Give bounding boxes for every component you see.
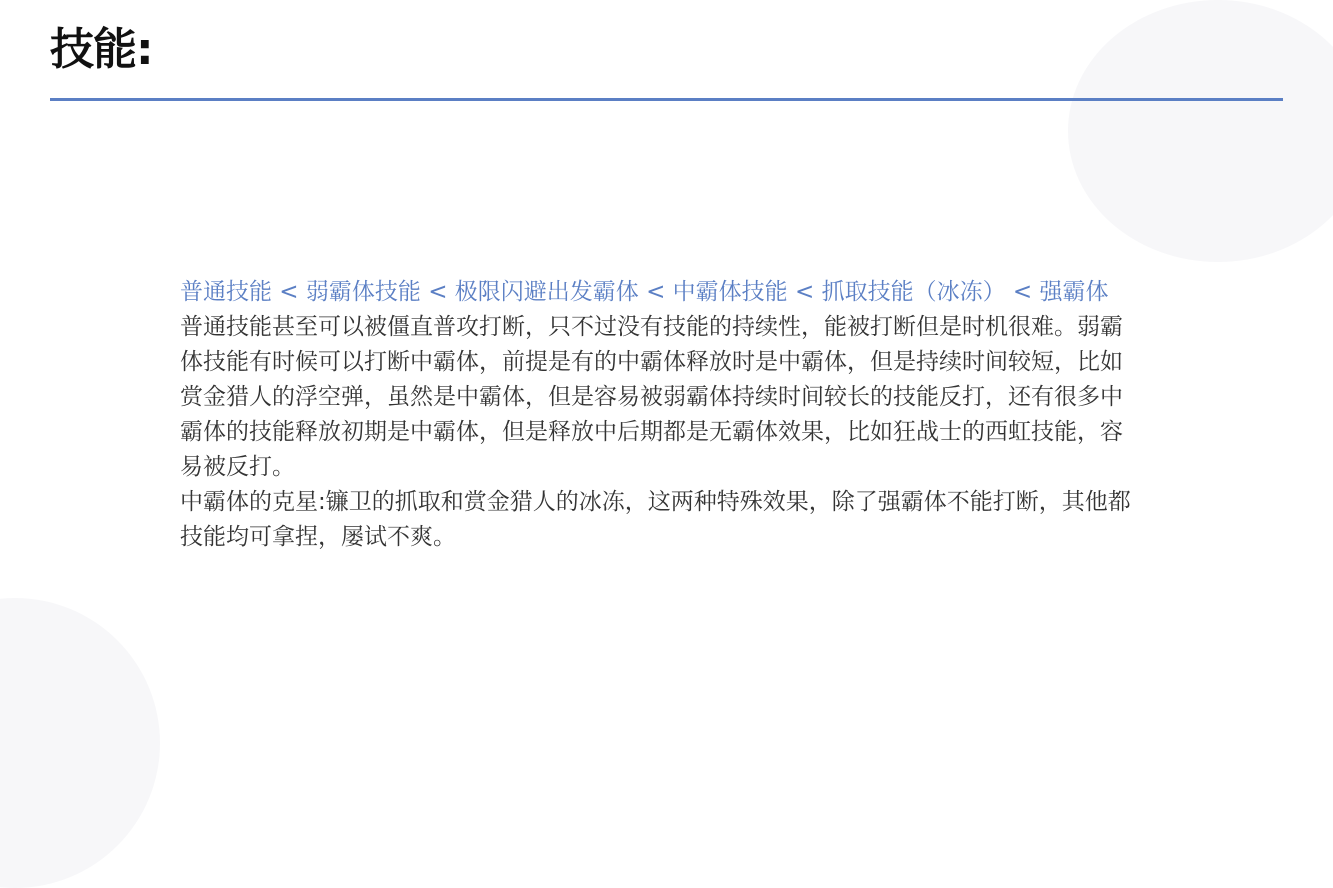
decorative-circle-top	[1068, 0, 1333, 262]
counter-paragraph: 中霸体的克星:镰卫的抓取和赏金猎人的冰冻，这两种特殊效果，除了强霸体不能打断，其他都技能均可拿捏，屡试不爽。	[180, 489, 1131, 550]
explanation-paragraph: 普通技能甚至可以被僵直普攻打断，只不过没有技能的持续性，能被打断但是时机很难。弱霸体技能有时候可以打断中霸体，前提是有的中霸体释放时是中霸体，但是持续时间较短，比如赏金猎人的浮空弹，虽然是中霸体，但是容易被弱霸体持续时间较长的技能反打，还有很多中霸体的技能释放初期是中霸体，但是释放中后期都是无霸体效果，比如狂战士的西虹技能，容易被反打。	[180, 314, 1123, 480]
decorative-circle-bottom	[0, 598, 160, 888]
title-divider	[50, 98, 1283, 101]
skill-hierarchy-line: 普通技能 < 弱霸体技能 < 极限闪避出发霸体 < 中霸体技能 < 抓取技能（冰冻） < 强霸体	[180, 279, 1109, 305]
content-body	[180, 275, 1140, 555]
slide-title: 技能:	[50, 24, 153, 75]
